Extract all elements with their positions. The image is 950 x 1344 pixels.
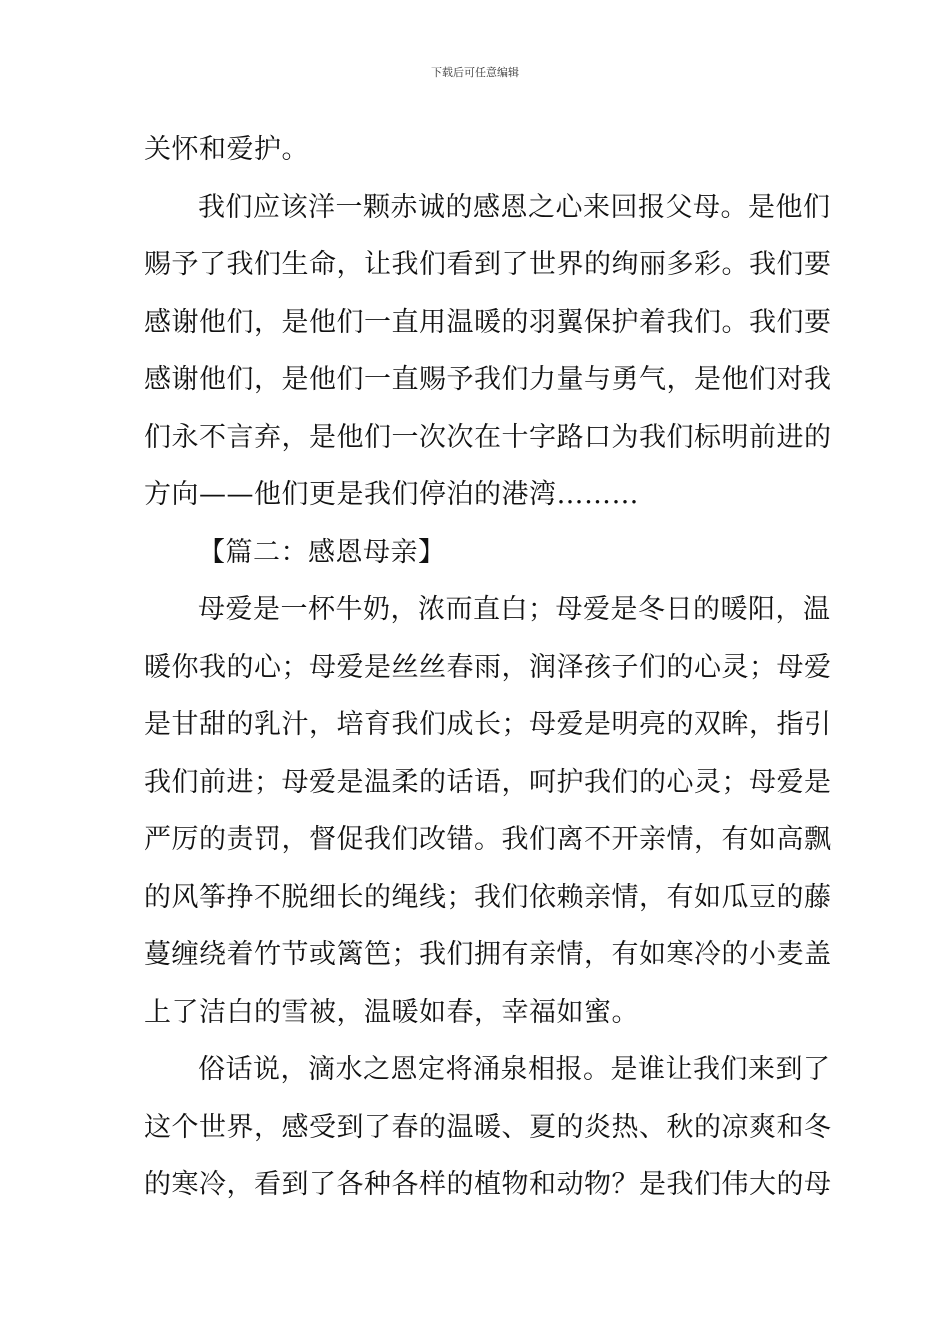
section-heading: 【篇二：感恩母亲】 — [198, 536, 446, 568]
text-line: 感谢他们，是他们一直赐予我们力量与勇气，是他们对我 — [144, 364, 832, 395]
text-line: 赐予了我们生命，让我们看到了世界的绚丽多彩。我们要 — [144, 249, 832, 280]
text-line: 们永不言弃，是他们一次次在十字路口为我们标明前进的 — [144, 421, 832, 453]
text-line: 的风筝挣不脱细长的绳线；我们依赖亲情，有如瓜豆的藤 — [144, 881, 832, 913]
document-body — [144, 129, 832, 1222]
text-line: 上了洁白的雪被，温暖如春，幸福如蜜。 — [144, 996, 639, 1028]
text-line: 我们应该洋一颗赤诚的感恩之心来回报父母。是他们 — [198, 191, 831, 223]
text-line: 的寒冷，看到了各种各样的植物和动物？是我们伟大的母 — [144, 1169, 832, 1200]
page-header: 下载后可任意编辑 — [431, 66, 519, 79]
text-line: 这个世界，感受到了春的温暖、夏的炎热、秋的凉爽和冬 — [144, 1111, 832, 1143]
text-line: 暖你我的心；母爱是丝丝春雨，润泽孩子们的心灵；母爱 — [144, 651, 832, 683]
text-line: 俗话说，滴水之恩定将涌泉相报。是谁让我们来到了 — [198, 1054, 831, 1085]
text-line: 蔓缠绕着竹节或篱笆；我们拥有亲情，有如寒冷的小麦盖 — [144, 939, 832, 970]
text-line: 母爱是一杯牛奶，浓而直白；母爱是冬日的暖阳，温 — [198, 594, 831, 625]
text-line: 方向——他们更是我们停泊的港湾……… — [144, 479, 639, 510]
text-line: 是甘甜的乳汁，培育我们成长；母爱是明亮的双眸，指引 — [144, 709, 832, 740]
text-line: 关怀和爱护。 — [144, 134, 309, 165]
text-line: 严厉的责罚，督促我们改错。我们离不开亲情，有如高飘 — [144, 824, 832, 855]
text-line: 感谢他们，是他们一直用温暖的羽翼保护着我们。我们要 — [144, 306, 832, 338]
text-line: 我们前进；母爱是温柔的话语，呵护我们的心灵；母爱是 — [144, 766, 832, 798]
